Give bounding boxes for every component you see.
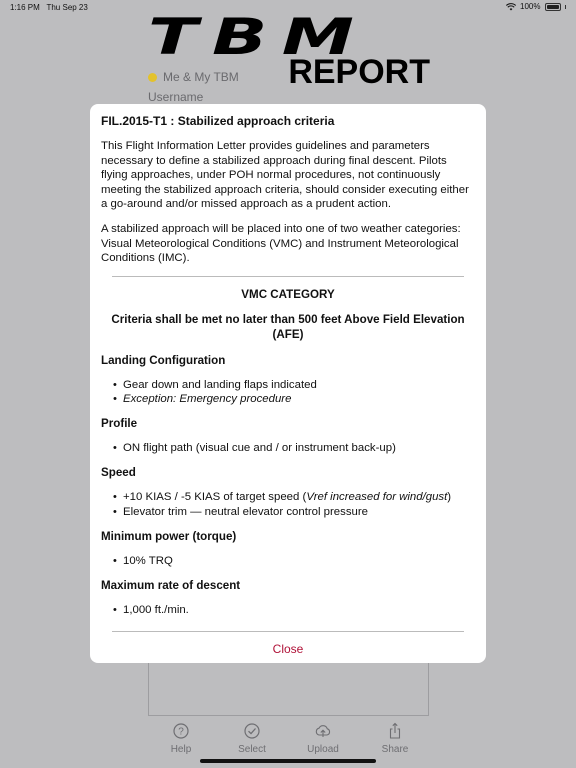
landing-list	[101, 378, 475, 407]
list-item: • ON flight path (visual cue and / or instrument back-up)	[113, 441, 475, 455]
list-item: • Elevator trim — neutral elevator control pressure	[113, 505, 475, 519]
close-button[interactable]: Close	[272, 642, 304, 656]
logo-tbm: TBM	[148, 8, 369, 66]
me-and-my-tbm-row[interactable]	[148, 70, 239, 84]
dialog-scroll-content[interactable]	[90, 104, 486, 632]
bottom-divider	[112, 631, 464, 632]
question-circle-icon	[172, 722, 190, 740]
intro-paragraph-1: This Flight Information Letter provides guidelines and parameters necessary to define a stabilized approach during final descent. Pilots flying approaches, under POH normal procedures, not continuously meeting the stabilized approach criteria, should consider executing either a go-around and/or missed approach as a prudent action.	[101, 140, 469, 211]
speed-heading: Speed	[101, 466, 136, 480]
tab-select[interactable]	[222, 722, 282, 755]
tab-share-label: Share	[381, 744, 409, 755]
svg-text:?: ?	[178, 726, 184, 738]
list-item: • 10% TRQ	[113, 554, 475, 568]
vmc-heading: VMC CATEGORY	[241, 287, 335, 301]
tab-help-label: Help	[170, 744, 192, 755]
status-time: 1:16 PM Thu Sep 23	[10, 3, 88, 12]
status-dot-icon	[148, 73, 157, 82]
descent-heading: Maximum rate of descent	[101, 579, 241, 593]
landing-heading: Landing Configuration	[101, 353, 226, 367]
tab-select-label: Select	[238, 744, 266, 755]
wifi-icon	[506, 3, 516, 11]
list-item	[113, 490, 475, 504]
username-label: Username	[148, 90, 204, 104]
list-item: • Exception: Emergency procedure	[113, 392, 475, 406]
tab-help[interactable]	[151, 722, 211, 755]
check-circle-icon	[243, 722, 261, 740]
descent-list	[101, 603, 475, 617]
battery-percent: 100%	[520, 2, 541, 11]
tab-share[interactable]	[365, 722, 425, 755]
speed-list	[101, 490, 475, 519]
speed-main: +10 KIAS / -5 KIAS of target speed (	[123, 491, 307, 504]
power-list	[101, 554, 475, 568]
speed-italic: Vref increased for wind/gust	[306, 491, 448, 504]
dialog-title: FIL.2015-T1 : Stabilized approach criteria	[101, 114, 335, 128]
info-letter-dialog	[90, 104, 486, 663]
share-icon	[386, 722, 404, 740]
list-item: • 1,000 ft./min.	[113, 603, 475, 617]
background-panel	[148, 660, 429, 716]
battery-icon	[545, 3, 561, 11]
cloud-upload-icon	[314, 722, 332, 740]
tab-upload[interactable]	[293, 722, 353, 755]
logo-report: REPORT	[288, 53, 430, 91]
vmc-criteria: Criteria shall be met no later than 500 feet Above Field Elevation (AFE)	[111, 313, 465, 341]
tab-upload-label: Upload	[307, 744, 339, 755]
status-date: Thu Sep 23	[46, 3, 88, 12]
me-label: Me & My TBM	[163, 70, 239, 84]
list-item: • Gear down and landing flaps indicated	[113, 378, 475, 392]
speed-end: )	[447, 491, 452, 504]
intro-paragraph-2: A stabilized approach will be placed into one of two weather categories: Visual Meteorological Conditions (VMC) and Instrument Meteorological Conditions (IMC).	[101, 222, 461, 265]
status-right	[506, 2, 566, 11]
profile-list	[101, 441, 475, 455]
home-indicator	[200, 759, 376, 763]
profile-heading: Profile	[101, 417, 138, 431]
power-heading: Minimum power (torque)	[101, 530, 237, 544]
divider	[112, 276, 464, 277]
